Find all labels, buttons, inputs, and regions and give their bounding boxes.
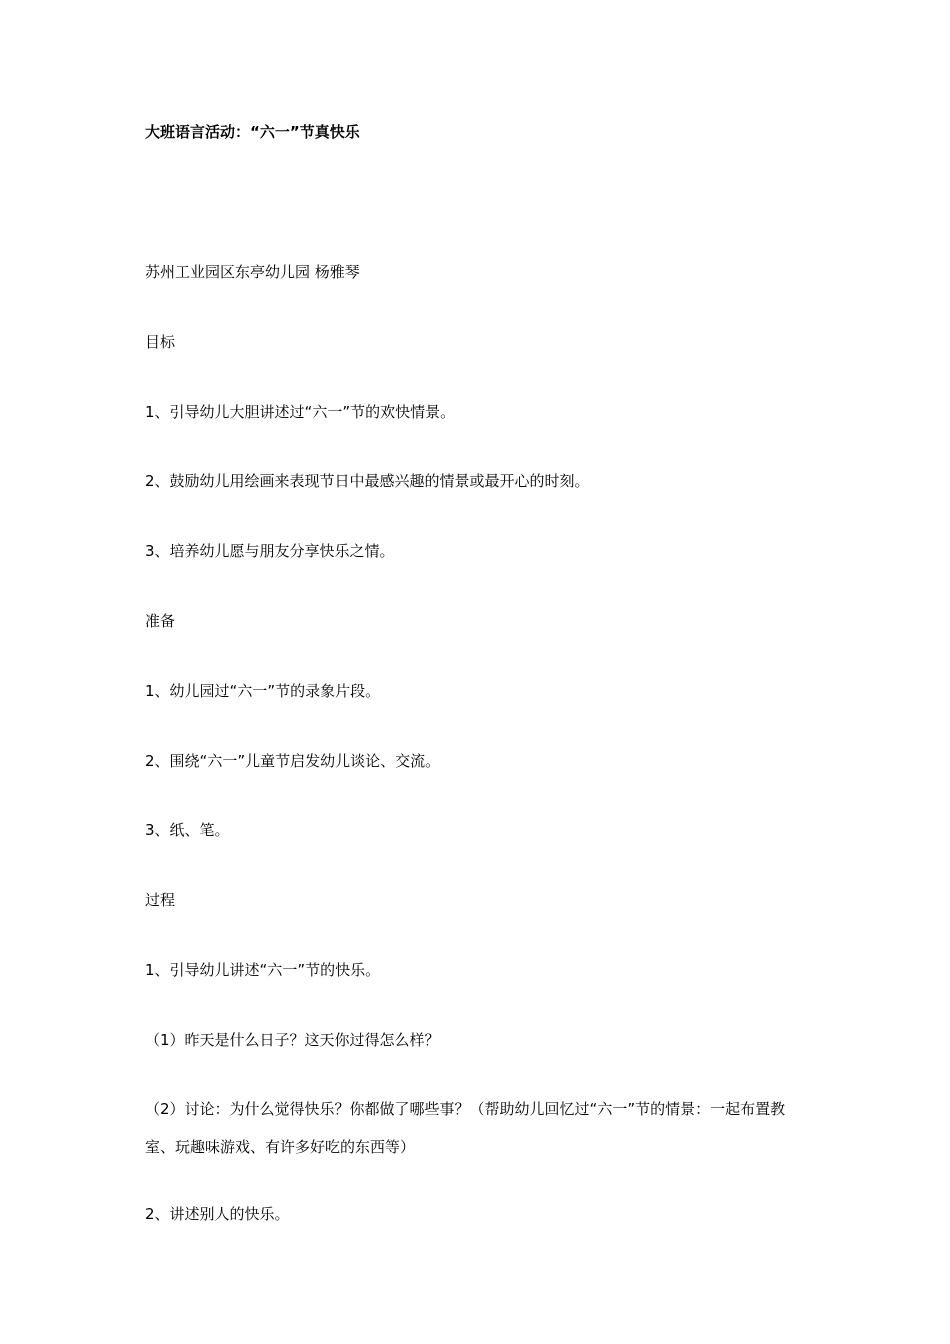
section-heading-preparation: 准备 — [145, 612, 176, 630]
goal-item: 2、鼓励幼儿用绘画来表现节日中最感兴趣的情景或最开心的时刻。 — [145, 472, 590, 490]
process-item: （1）昨天是什么日子？这天你过得怎么样？ — [145, 1031, 440, 1049]
preparation-item: 2、围绕“六一”儿童节启发幼儿谈论、交流。 — [145, 752, 441, 770]
process-item: 2、讲述别人的快乐。 — [145, 1205, 290, 1223]
process-item: （2）讨论：为什么觉得快乐？你都做了哪些事？（帮助幼儿回忆过“六一”节的情景：一起布置教室、玩趣味游戏、有许多好吃的东西等） — [145, 1100, 786, 1156]
preparation-item: 1、幼儿园过“六一”节的录象片段。 — [145, 682, 381, 700]
section-heading-process: 过程 — [145, 891, 176, 909]
goal-item: 3、培养幼儿愿与朋友分享快乐之情。 — [145, 542, 395, 560]
goal-item: 1、引导幼儿大胆讲述过“六一”节的欢快情景。 — [145, 403, 456, 421]
document-title: 大班语言活动：“六一”节真快乐 — [145, 123, 360, 141]
preparation-item: 3、纸、笔。 — [145, 821, 230, 839]
author-line: 苏州工业园区东亭幼儿园 杨雅琴 — [145, 263, 360, 281]
process-item: 1、引导幼儿讲述“六一”节的快乐。 — [145, 961, 381, 979]
section-heading-goals: 目标 — [145, 333, 176, 351]
